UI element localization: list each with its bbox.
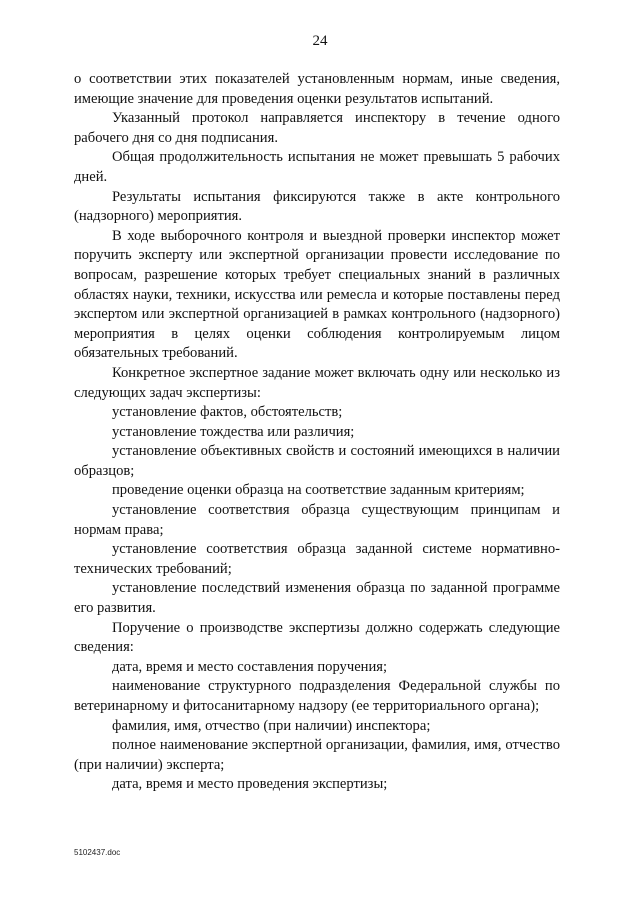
list-item: наименование структурного подразделения Федеральной службы по ветеринарному и фитосанитарному надзору (ее территориального органа); [74,678,560,714]
document-filename: 5102437.doc [74,848,121,857]
paragraph: Результаты испытания фиксируются также в акте контрольного (надзорного) мероприятия. [74,188,560,225]
list-item: полное наименование экспертной организации, фамилия, имя, отчество (при наличии) эксперта; [74,737,560,773]
list-item: установление соответствия образца заданной системе нормативно-технических требований; [74,541,560,577]
list-item: проведение оценки образца на соответствие заданным критериям; [112,482,525,499]
list-item: дата, время и место составления поручения; [112,658,388,675]
list-item: установление последствий изменения образца по заданной программе его развития. [74,580,560,617]
list-item: установление объективных свойств и состояний имеющихся в наличии образцов; [74,443,560,479]
list-item: фамилия, имя, отчество (при наличии) инспектора; [112,717,431,734]
document-body [74,70,560,795]
list-item: установление тождества или различия; [112,423,355,440]
paragraph: Общая продолжительность испытания не может превышать 5 рабочих дней. [74,149,560,185]
paragraph: Конкретное экспертное задание может включать одну или несколько из следующих задач экспертизы: [74,364,560,401]
list-item: дата, время и место проведения экспертизы; [112,776,388,793]
list-item: установление соответствия образца существующим принципам и нормам права; [74,502,560,538]
paragraph: Указанный протокол направляется инспектору в течение одного рабочего дня со дня подписания. [74,110,560,146]
paragraph: В ходе выборочного контроля и выездной проверки инспектор может поручить эксперту или экспертной организации провести исследование по вопросам, разрешение которых требует специальных знаний в различных областях науки, техники, искусства или ремесла и которые поставлены перед экспертом или экспертной организацией в рамках контрольного (надзорного) мероприятия в целях оценки соблюдения контролируемым лицом обязательных требований. [74,227,560,362]
paragraph: о соответствии этих показателей установленным нормам, иные сведения, имеющие значение для проведения оценки результатов испытаний. [74,71,560,107]
page-number: 24 [312,33,328,49]
list-item: установление фактов, обстоятельств; [112,404,343,421]
paragraph: Поручение о производстве экспертизы должно содержать следующие сведения: [74,619,560,656]
